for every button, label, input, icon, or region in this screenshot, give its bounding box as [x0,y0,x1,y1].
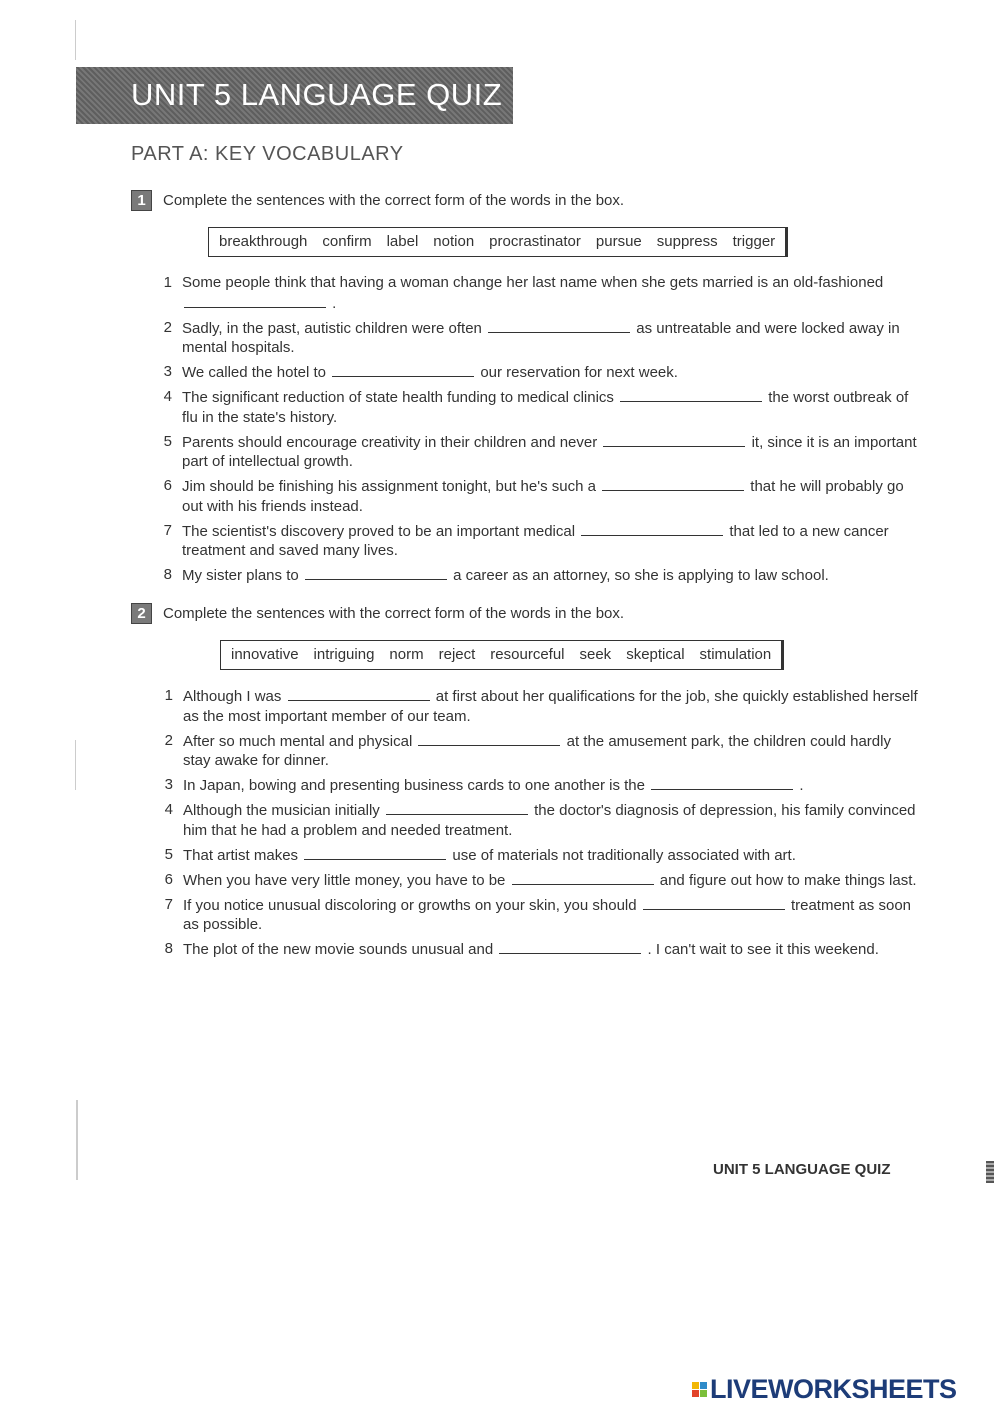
exercise-2 [131,601,921,964]
word-box-item: resourceful [490,646,565,663]
list-item [131,686,921,726]
word-box-item: procrastinator [489,233,581,250]
item-text-before: In Japan, bowing and presenting business cards to one another is the [183,777,645,794]
item-text-after: use of materials not traditionally associated with art. [452,846,796,864]
list-item [131,476,921,516]
part-title: PART A: KEY VOCABULARY [131,143,404,165]
item-text-before: My sister plans to [182,567,299,584]
item-number: 4 [164,801,173,818]
exercise-items [131,273,921,586]
list-item [131,775,921,796]
list-item [131,432,921,472]
word-box-item: notion [433,233,475,250]
item-text-after: the doctor's diagnosis of depression, his family convinced him that he had a problem and needed treatment. [183,802,916,839]
item-number: 4 [163,388,172,405]
item-text-after: a career as an attorney, so she is applying to law school. [453,567,829,584]
item-text-after: the worst outbreak of flu in the state's history. [182,389,909,426]
item-text-before: Some people think that having a woman change her last name when she gets married is an old-fashioned [182,274,884,291]
item-number: 6 [163,477,172,494]
item-text-after: that led to a new cancer treatment and saved many lives. [182,522,889,559]
list-item [131,939,921,960]
word-box-item: confirm [322,233,372,250]
answer-blank[interactable] [620,387,762,402]
word-box-item: skeptical [626,646,685,663]
item-text-after: and figure out how to make things last. [659,871,917,889]
item-text-before: After so much mental and physical [183,732,413,750]
answer-blank[interactable] [581,521,723,536]
word-box-item: breakthrough [219,233,308,250]
item-text-after: . [799,777,804,794]
answer-blank[interactable] [603,432,745,447]
exercise-instruction: Complete the sentences with the correct form of the words in the box. [163,191,625,209]
word-box-item: stimulation [699,646,772,663]
word-box-item: innovative [231,646,299,663]
answer-blank[interactable] [499,939,641,954]
item-number: 7 [164,895,173,913]
list-item [131,565,921,586]
list-item [131,845,921,866]
item-number: 3 [164,776,173,793]
item-text-before: Parents should encourage creativity in their children and never [182,433,598,451]
word-box-item: label [386,233,419,250]
logo-text: LIVEWORKSHEETS [710,1374,957,1404]
item-text-before: The scientist's discovery proved to be an important medical [182,522,576,540]
item-text-before: When you have very little money, you have to be [183,871,506,889]
item-text-after: as untreatable and were locked away in mental hospitals. [182,319,900,356]
item-text-after: . [332,294,337,312]
word-box [208,227,786,257]
item-number: 2 [163,318,172,336]
list-item [131,387,921,427]
exercise-1 [131,188,921,590]
item-text-after: that he will probably go out with his friends instead. [182,478,904,515]
item-text-before: The plot of the new movie sounds unusual and [183,941,494,958]
item-number: 3 [163,363,172,380]
list-item [131,895,921,935]
item-number: 7 [163,521,172,539]
word-box-item: reject [438,646,476,663]
scan-artifact [76,1100,78,1180]
answer-blank[interactable] [643,895,785,910]
item-text-before: If you notice unusual discoloring or growths on your skin, you should [183,896,637,914]
list-item [131,731,921,771]
answer-blank[interactable] [184,293,326,308]
answer-blank[interactable] [304,845,446,860]
word-box-item: trigger [732,233,776,250]
answer-blank[interactable] [602,476,744,491]
item-text-after: treatment as soon as possible. [183,896,912,933]
item-text-before: Jim should be finishing his assignment tonight, but he's such a [182,478,596,495]
item-number: 1 [163,274,172,291]
item-text-after: . I can't wait to see it this weekend. [647,941,879,958]
page-title: UNIT 5 LANGUAGE QUIZ [131,77,503,112]
item-text-before: Although the musician initially [183,802,380,819]
item-text-after: it, since it is an important part of intellectual growth. [182,433,917,470]
item-number: 2 [164,731,173,749]
logo-icon [692,1382,707,1397]
list-item [131,870,921,891]
answer-blank[interactable] [488,318,630,333]
item-number: 1 [164,687,173,704]
list-item [131,362,921,383]
word-box-item: seek [579,646,612,663]
item-text-before: Sadly, in the past, autistic children were often [182,319,482,337]
exercise-number-badge: 2 [131,603,152,624]
item-number: 8 [163,566,172,583]
word-box-item: suppress [656,233,718,250]
liveworksheets-logo [692,1374,957,1405]
answer-blank[interactable] [305,565,447,580]
item-text-before: The significant reduction of state health funding to medical clinics [182,389,614,406]
item-number: 6 [164,870,173,888]
list-item [131,800,921,840]
exercise-items [131,686,921,960]
exercise-instruction: Complete the sentences with the correct form of the words in the box. [163,604,625,622]
scan-artifact [75,20,76,60]
answer-blank[interactable] [512,870,654,885]
item-text-after: at first about her qualifications for the job, she quickly established herself as the most important member of our team. [183,688,918,725]
exercise-header [131,601,921,625]
list-item [131,318,921,358]
list-item [131,273,921,313]
item-text-before: That artist makes [183,846,299,864]
item-text-before: Although I was [183,688,282,705]
item-text-after: at the amusement park, the children could hardly stay awake for dinner. [183,732,891,769]
page-edge-tab [986,1161,994,1183]
list-item [131,521,921,561]
exercise-number-badge: 1 [131,190,152,211]
word-box-item: pursue [595,233,642,250]
answer-blank[interactable] [418,731,560,746]
item-number: 5 [164,845,173,863]
exercise-header [131,188,921,212]
answer-blank[interactable] [332,362,474,377]
title-banner [76,67,513,124]
word-box [220,640,782,670]
word-box-item: norm [389,646,424,663]
item-number: 5 [163,432,172,450]
word-box-item: intriguing [313,646,375,663]
item-text-before: We called the hotel to [182,364,326,381]
answer-blank[interactable] [288,686,430,701]
answer-blank[interactable] [386,800,528,815]
answer-blank[interactable] [651,775,793,790]
footer-title: UNIT 5 LANGUAGE QUIZ [713,1161,891,1178]
scan-artifact [75,740,76,790]
item-number: 8 [164,940,173,957]
item-text-after: our reservation for next week. [480,364,678,381]
